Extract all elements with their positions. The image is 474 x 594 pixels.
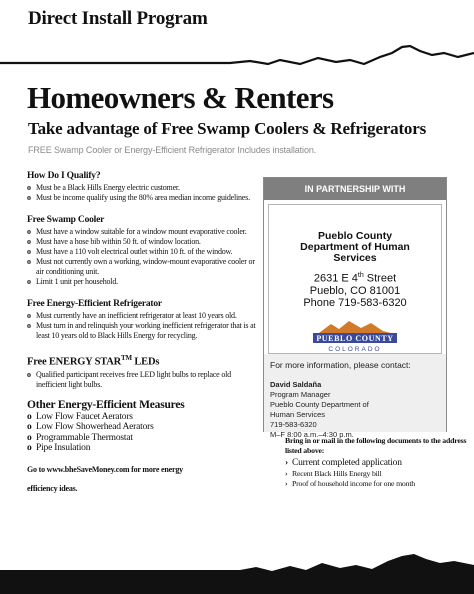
street-number: 2631 E 4 — [313, 272, 358, 285]
contact-name: David Saldaña — [270, 380, 322, 389]
qualify-title: How Do I Qualify? — [27, 171, 101, 181]
city-line: Pueblo, CO 81001 — [309, 284, 401, 297]
program-title: Direct Install Program — [28, 8, 208, 29]
list-item: › Recent Black Hills Energy bill — [285, 469, 470, 479]
pueblo-county-logo — [303, 315, 407, 355]
street-address — [269, 270, 441, 285]
list-item: o Low Flow Showerhead Aerators — [27, 422, 259, 433]
list-item: › Current completed application — [285, 458, 470, 469]
logo-county-text: PUEBLO COUNTY — [316, 333, 394, 343]
list-item: o Must turn in and relinquish your working inefficient refrigerator that is at least 10 years old to Black Hills Energy for recycling. — [27, 321, 259, 341]
contact-phone: 719-583-6320 — [270, 420, 317, 429]
partnership-heading: IN PARTNERSHIP WITH — [264, 178, 446, 200]
contact-org: Human Services — [270, 410, 326, 419]
logo-state-text: COLORADO — [328, 345, 382, 353]
partner-card — [268, 204, 442, 354]
website-link[interactable]: Go to www.bheSaveMoney.com for more energy efficiency ideas. — [27, 464, 183, 493]
list-item: o Low Flow Faucet Aerators — [27, 412, 259, 423]
hero-note: FREE Swamp Cooler or Energy-Efficient Refrigerator Includes installation. — [28, 145, 317, 155]
other-measures-title: Other Energy-Efficient Measures — [27, 398, 185, 411]
mountain-band-bottom — [0, 548, 474, 594]
list-item: o Programmable Thermostat — [27, 433, 259, 444]
contact-hours: M–F 8:00 a.m.–4:30 p.m. — [270, 430, 354, 439]
swamp-cooler-section — [27, 215, 259, 287]
more-info-label: For more information, please contact: — [270, 360, 411, 370]
org-line: Pueblo County — [317, 230, 393, 242]
required-documents — [285, 436, 470, 489]
led-title — [27, 353, 259, 368]
qualify-section — [27, 171, 259, 203]
other-measures-section — [27, 400, 259, 454]
led-title-suffix: LEDs — [131, 356, 160, 368]
org-line: Services — [333, 252, 377, 264]
list-item: o Pipe Insulation — [27, 443, 259, 454]
org-line: Department of Human — [300, 241, 410, 253]
contact-org: Pueblo County Department of — [270, 400, 369, 409]
ordinal-suffix: th — [357, 272, 364, 279]
contact-role: Program Manager — [270, 390, 331, 399]
list-item: o Must have a hose bib within 50 ft. of window location. — [27, 237, 259, 247]
partnership-panel — [263, 177, 447, 439]
list-item: o Must not currently own a working, window-mount evaporative cooler or air conditioning unit. — [27, 257, 259, 277]
list-item: o Qualified participant receives free LED light bulbs to replace old inefficient light bulbs. — [27, 370, 259, 390]
contact-block — [264, 354, 446, 439]
phone-line: Phone 719-583-6320 — [303, 296, 407, 309]
swamp-cooler-title: Free Swamp Cooler — [27, 215, 105, 225]
trademark-mark: TM — [121, 354, 132, 362]
list-item: o Must have a 110 volt electrical outlet within 10 ft. of the window. — [27, 247, 259, 257]
documents-intro: Bring in or mail in the following documents to the address listed above: — [285, 436, 467, 455]
hero-subtitle: Take advantage of Free Swamp Coolers & Refrigerators — [28, 119, 426, 138]
hero-title: Homeowners & Renters — [27, 80, 334, 115]
refrigerator-title: Free Energy-Efficient Refrigerator — [27, 299, 162, 309]
list-item: o Limit 1 unit per household. — [27, 277, 259, 287]
list-item: o Must be income qualify using the 80% area median income guidelines. — [27, 193, 259, 203]
led-section — [27, 353, 259, 390]
partner-address — [269, 270, 441, 309]
list-item: o Must have a window suitable for a window mount evaporative cooler. — [27, 227, 259, 237]
list-item: › Proof of household income for one month — [285, 479, 470, 489]
led-title-text: Free ENERGY STAR — [27, 356, 122, 368]
partner-organization — [269, 205, 441, 264]
street-name: Street — [363, 272, 397, 285]
refrigerator-section — [27, 299, 259, 341]
list-item: o Must be a Black Hills Energy electric customer. — [27, 183, 259, 193]
eligibility-column — [27, 171, 259, 498]
list-item: o Must currently have an inefficient refrigerator at least 10 years old. — [27, 311, 259, 321]
